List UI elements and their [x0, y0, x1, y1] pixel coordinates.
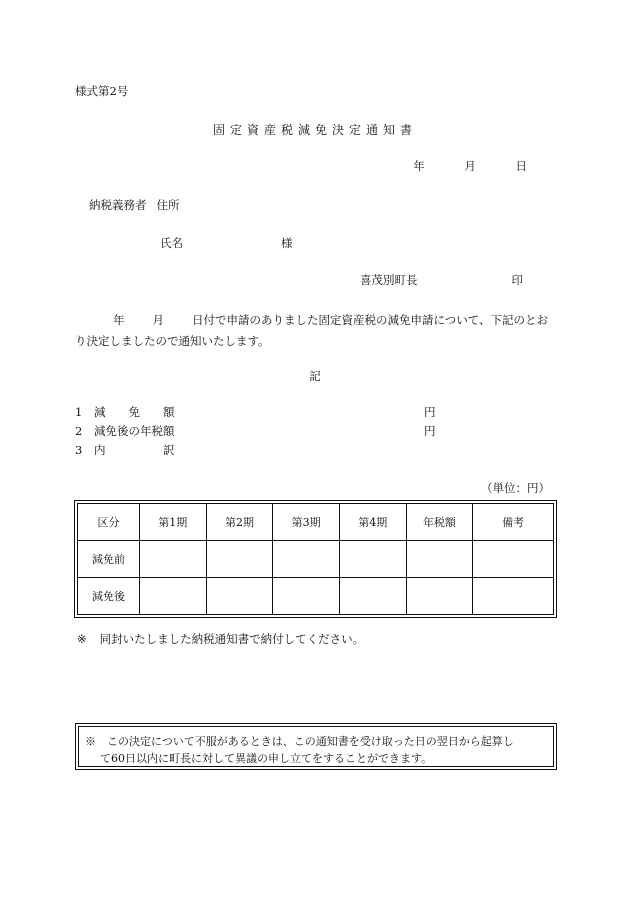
table-cell — [473, 541, 554, 578]
item-number: 1 — [75, 405, 83, 419]
table-header-cell: 第4期 — [339, 504, 406, 541]
document-title: 固定資産税減免決定通知書 — [212, 123, 417, 137]
date-month-label: 月 — [464, 159, 476, 173]
table-cell — [273, 578, 340, 615]
table-header-cell: 第2期 — [206, 504, 273, 541]
payment-note — [77, 634, 364, 646]
body-text: 日付で申請のありました固定資産税の減免申請について、下記のとおり決定しましたので通知いたします。 — [75, 313, 549, 348]
item-label: 減 免 額 — [94, 405, 175, 419]
body-month: 月 — [152, 313, 164, 327]
table-header-cell: 第1期 — [139, 504, 206, 541]
date-day-label: 日 — [515, 159, 527, 173]
appeal-note-inner — [78, 726, 554, 767]
appeal-note-box — [75, 723, 557, 770]
payment-note-text: 同封いたしました納税通知書で納付してください。 — [99, 632, 365, 646]
table-header-cell: 年税額 — [406, 504, 473, 541]
date-year-label: 年 — [413, 159, 425, 173]
notice-body — [75, 310, 553, 352]
item-number: 3 — [75, 443, 83, 457]
issuer-title: 喜茂別町長 — [360, 273, 418, 287]
table-header-row — [78, 504, 554, 541]
form-number: 様式第2号 — [75, 84, 129, 98]
item-label: 減免後の年税額 — [94, 424, 175, 438]
row-label-after: 減免後 — [78, 578, 140, 615]
item-unit: 円 — [424, 405, 436, 419]
table-cell — [406, 541, 473, 578]
taxpayer-label: 納税義務者 — [89, 198, 147, 212]
name-label: 氏名 — [160, 236, 183, 250]
record-heading: 記 — [309, 369, 321, 383]
table-cell — [139, 541, 206, 578]
address-label: 住所 — [156, 198, 180, 212]
table-cell — [339, 541, 406, 578]
table-row — [78, 578, 554, 615]
table-header-cell: 備考 — [473, 504, 554, 541]
table-cell — [473, 578, 554, 615]
table-cell — [406, 578, 473, 615]
tax-table-frame — [74, 500, 557, 618]
tax-table — [77, 503, 554, 615]
table-row — [78, 541, 554, 578]
table-cell — [206, 578, 273, 615]
taxpayer-address-line — [89, 200, 180, 212]
item-reduction-amount — [75, 407, 436, 419]
item-annual-tax-after — [75, 426, 436, 438]
body-year: 年 — [113, 313, 125, 327]
issuer-line — [360, 275, 523, 287]
table-cell — [206, 541, 273, 578]
item-unit: 円 — [424, 424, 436, 438]
row-label-before: 減免前 — [78, 541, 140, 578]
seal-mark: 印 — [511, 273, 523, 287]
appeal-note-line2: て60日以内に町長に対して異議の申し立てをすることができます。 — [100, 752, 433, 765]
table-cell — [139, 578, 206, 615]
taxpayer-name-line — [160, 238, 293, 250]
honorific: 様 — [281, 236, 293, 250]
unit-note: （単位：円） — [481, 481, 550, 495]
table-header-cell: 区分 — [78, 504, 140, 541]
note-mark: ※ — [77, 632, 87, 646]
table-header-cell: 第3期 — [273, 504, 340, 541]
item-breakdown — [75, 445, 424, 457]
date-line — [407, 161, 527, 173]
table-cell — [273, 541, 340, 578]
item-label: 内 訳 — [94, 443, 175, 457]
appeal-note-line1: ※ この決定について不服があるときは、この通知書を受け取った日の翌日から起算し — [85, 735, 514, 748]
table-cell — [339, 578, 406, 615]
item-number: 2 — [75, 424, 83, 438]
